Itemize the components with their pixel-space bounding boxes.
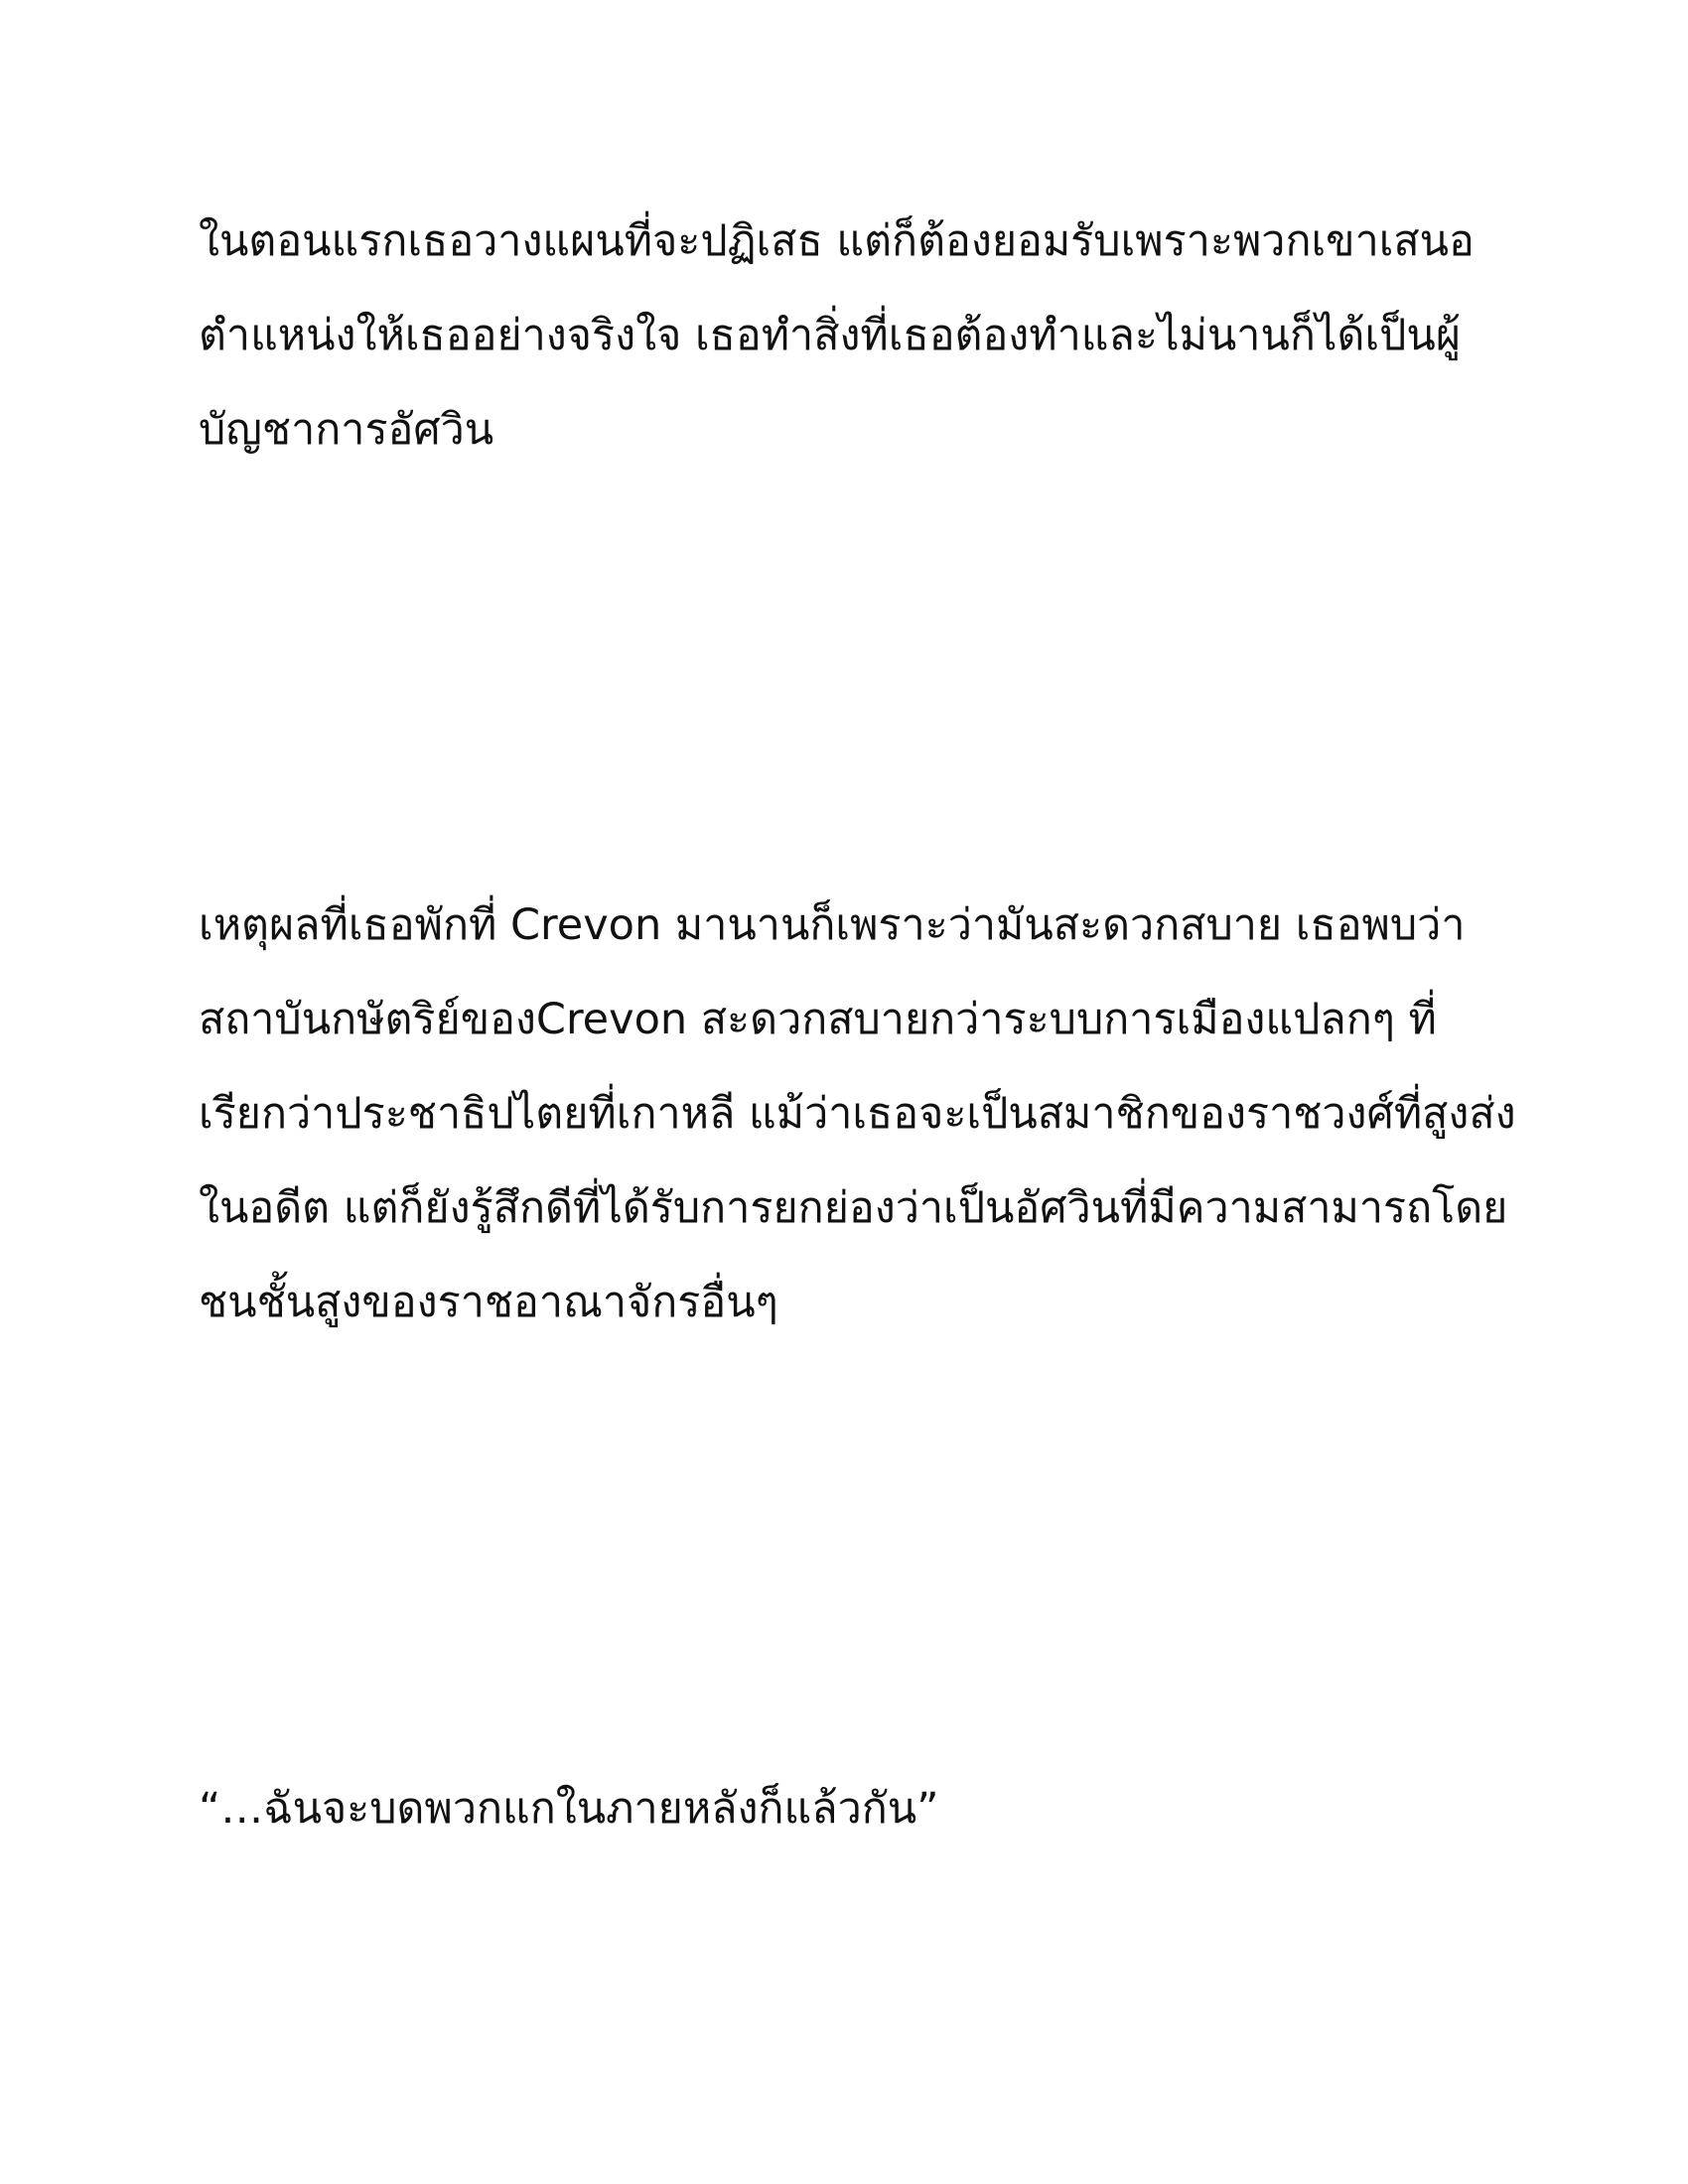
text-line: ในตอนแรกเธอวางแผนที่จะปฏิเสธ แต่ก็ต้องยอมรับเพราะพวกเขาเสนอ [199, 216, 1475, 266]
text-line: บัญชาการอัศวิน [199, 405, 494, 455]
text-line: เหตุผลที่เธอพักที่ Crevon มานานก็เพราะว่ามันสะดวกสบาย เธอพบว่า [199, 900, 1466, 950]
text-line: สถาบันกษัตริย์ของCrevon สะดวกสบายกว่าระบบการเมืองแปลกๆ ที่ [199, 995, 1437, 1044]
text-line: ในอดีต แต่ก็ยังรู้สึกดีที่ได้รับการยกย่องว่าเป็นอัศวินที่มีความสามารถโดย [199, 1183, 1508, 1233]
paragraph-crevon [199, 879, 1516, 1350]
text-line: “…ฉันจะบดพวกแกในภายหลังก็แล้วกัน” [199, 1784, 939, 1834]
text-line: ตำแหน่งให้เธออย่างจริงใจ เธอทำสิ่งที่เธอต้องทำและไม่นานก็ได้เป็นผู้ [199, 311, 1462, 360]
paragraph-quote [199, 1762, 1489, 1856]
text-line: เรียกว่าประชาธิปไตยที่เกาหลี แม้ว่าเธอจะเป็นสมาชิกของราชวงศ์ที่สูงส่ง [199, 1089, 1516, 1139]
text-line: ชนชั้นสูงของราชอาณาจักรอื่นๆ [199, 1278, 778, 1327]
paragraph-knight-commander [199, 195, 1489, 478]
